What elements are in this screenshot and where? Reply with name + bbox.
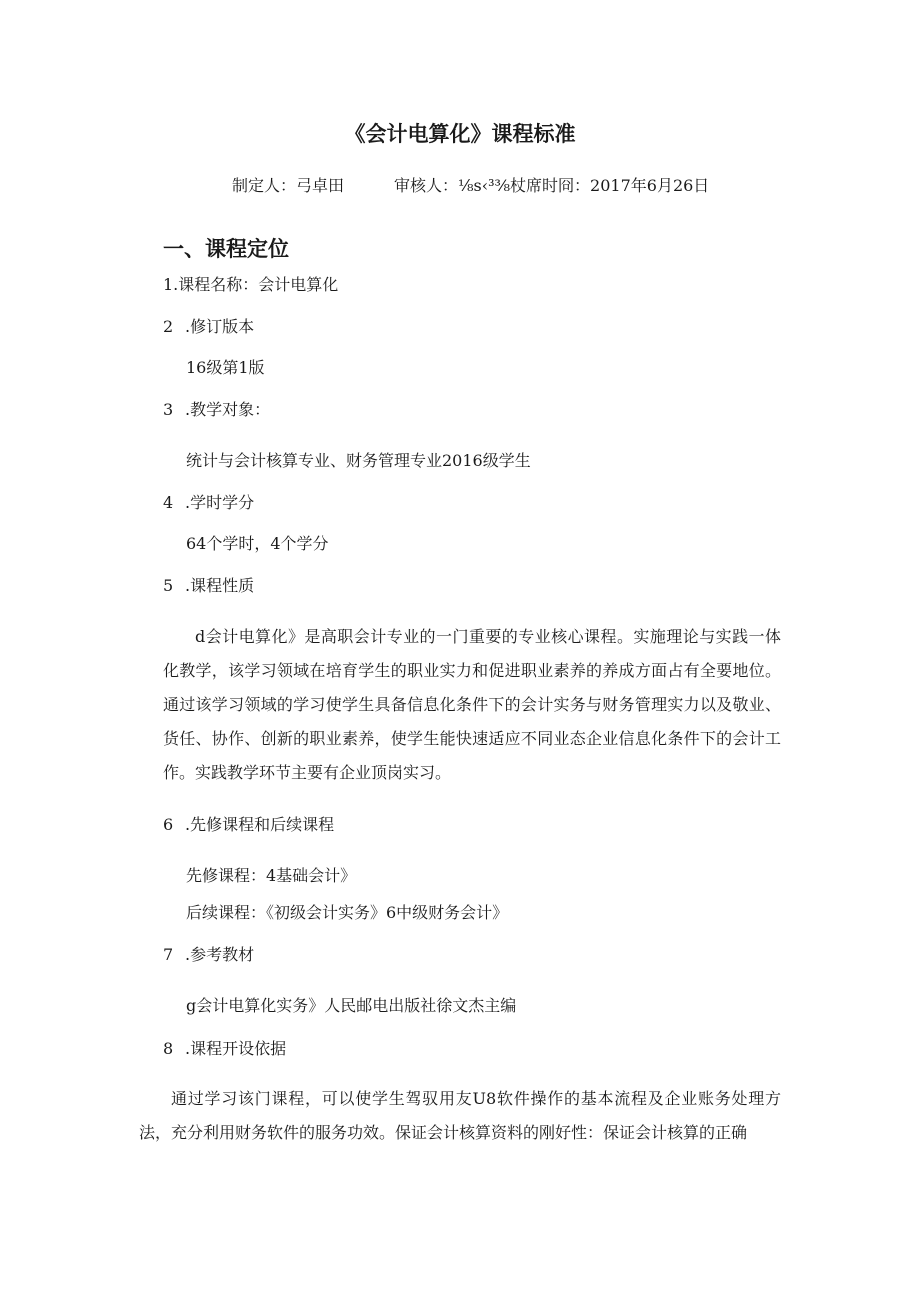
item-label: .修订版本 xyxy=(185,317,255,336)
item-number: 3 xyxy=(163,400,174,419)
prereq-courses: 先修课程：4基础会计》 xyxy=(186,866,357,885)
item-prerequisites xyxy=(163,815,334,835)
item-number: 4 xyxy=(163,493,174,512)
item-hours-credits xyxy=(163,493,254,513)
item-label: .学时学分 xyxy=(185,493,255,512)
item-number: 2 xyxy=(163,317,174,336)
reviewer-info: 审核人：⅛s‹³⅜杖席时冏：2017年6月26日 xyxy=(394,176,710,195)
item-revision-version xyxy=(163,317,254,337)
author-info: 制定人：弓卓田 xyxy=(232,176,345,195)
document-title: 《会计电算化》课程标准 xyxy=(344,122,576,146)
item-course-nature xyxy=(163,576,254,596)
item-course-basis xyxy=(163,1039,286,1059)
item-teaching-target-content: 统计与会计核算专业、财务管理专业2016级学生 xyxy=(186,451,531,470)
item-label: .教学对象： xyxy=(185,400,271,419)
item-hours-credits-content: 64个学时，4个学分 xyxy=(186,534,329,553)
reference-textbook-content: g会计电算化实务》人民邮电出版社徐文杰主编 xyxy=(186,996,517,1015)
item-number: 6 xyxy=(163,815,174,834)
item-label: .课程性质 xyxy=(185,576,255,595)
section-heading-course-positioning: 一、课程定位 xyxy=(163,237,289,261)
item-number: 8 xyxy=(163,1039,174,1058)
item-number: 7 xyxy=(163,945,174,964)
item-course-name: 1.课程名称：会计电算化 xyxy=(163,275,339,294)
item-revision-content: 16级第1版 xyxy=(186,358,265,377)
follow-up-courses: 后续课程：《初级会计实务》6中级财务会计》 xyxy=(186,903,509,922)
item-reference-textbook xyxy=(163,945,254,965)
item-label: .参考教材 xyxy=(185,945,255,964)
item-number: 5 xyxy=(163,576,174,595)
item-label: .先修课程和后续课程 xyxy=(185,815,335,834)
item-label: .课程开设依据 xyxy=(185,1039,287,1058)
item-teaching-target xyxy=(163,400,270,420)
course-nature-paragraph: d会计电算化》是高职会计专业的一门重要的专业核心课程。实施理论与实践一体化教学，该学习领域在培育学生的职业实力和促进职业素养的养成方面占有全要地位。通过该学习领域的学习使学生具备信息化条件下的会计实务与财务管理实力以及敬业、货任、协作、创新的职业素养，使学生能快速适应不同业态企业信息化条件下的会计工作。实践教学环节主要有企业顶岗实习。 xyxy=(163,627,781,782)
course-basis-paragraph: 通过学习该门课程，可以使学生驾驭用友U8软件操作的基本流程及企业账务处理方法，充分利用财务软件的服务功效。保证会计核算资料的刚好性：保证会计核算的正确 xyxy=(139,1089,781,1142)
